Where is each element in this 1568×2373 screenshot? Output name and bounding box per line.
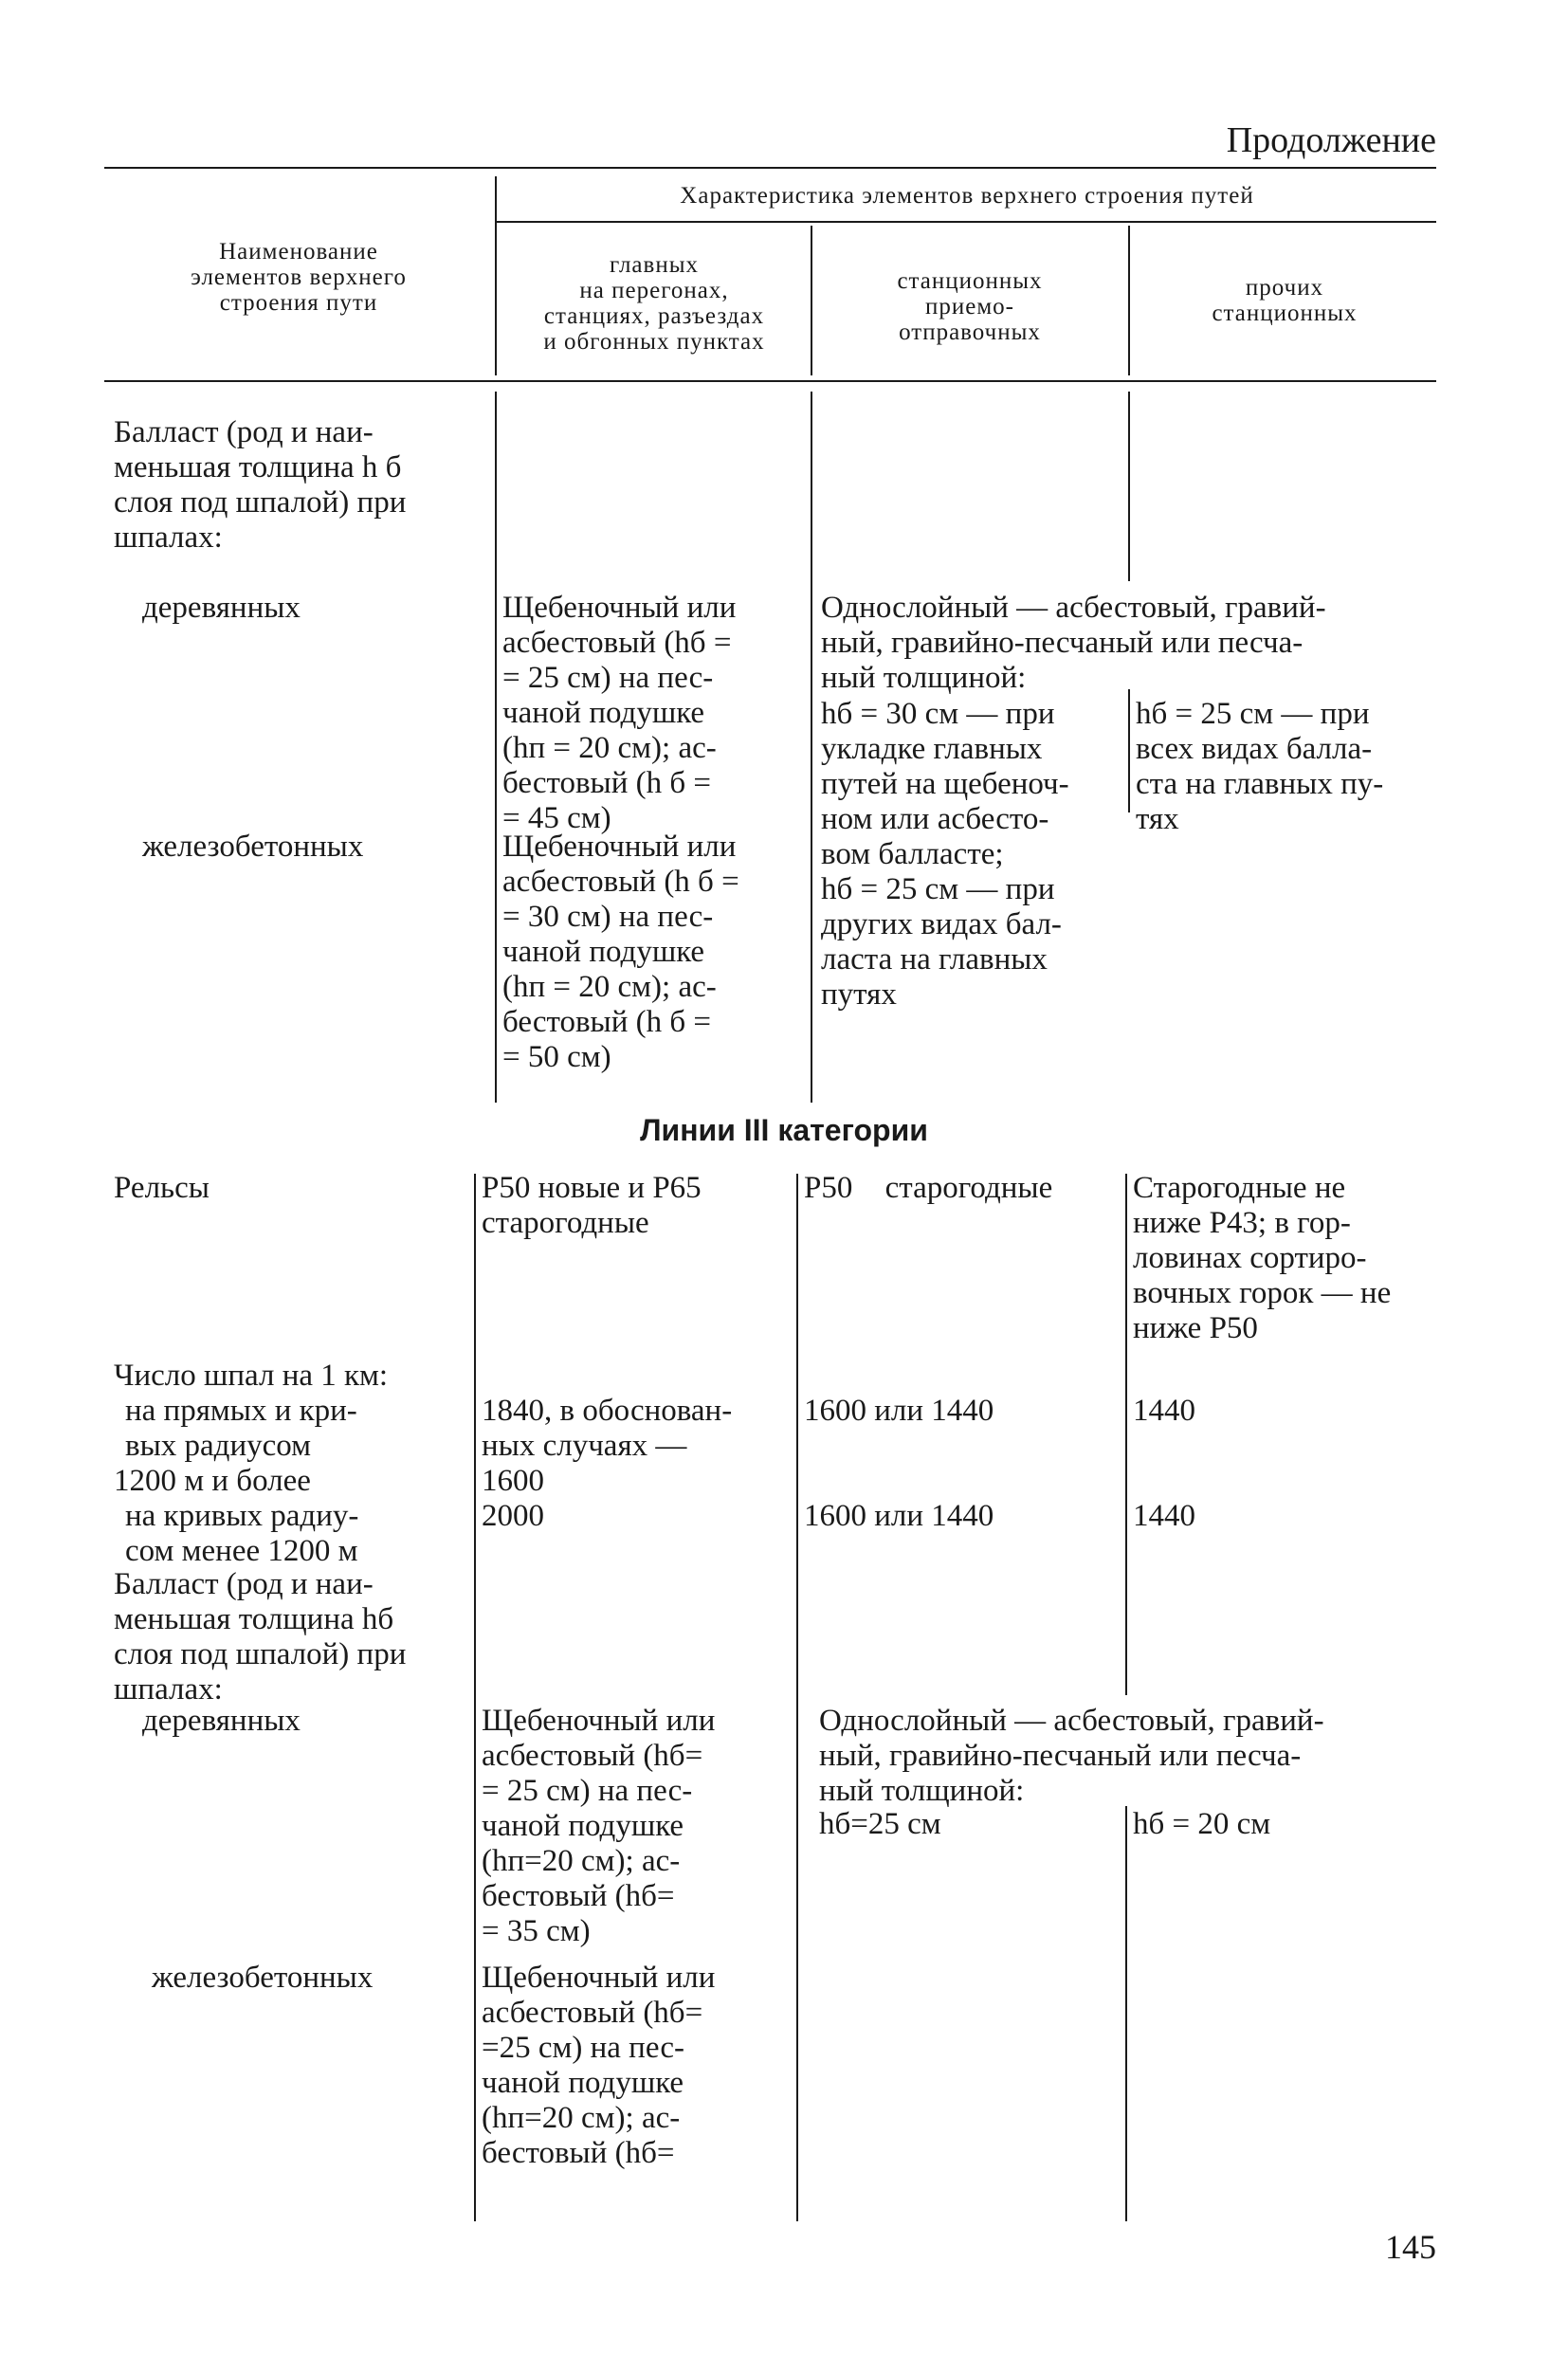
- body2-col-divider-3: [1125, 1174, 1127, 1695]
- concrete-label-2: железобетонных: [152, 1961, 374, 1995]
- header-col-main: главных на перегонах, станциях, разъездах и обгонных пунктах: [543, 252, 765, 355]
- rails-label: Рельсы: [114, 1171, 210, 1205]
- rails-station: Р50 старогодные: [804, 1171, 1053, 1205]
- ballast-span-text-1: Однослойный — асбестовый, гравий- ный, гравийно-песчаный или песча- ный толщиной:: [821, 591, 1326, 695]
- header-group-title: Характеристика элементов верхнего строения путей: [680, 183, 1254, 209]
- main-wooden-2: Щебеночный или асбестовый (hб= = 25 см) на пес- чаной подушке (hп=20 см); ас- бестовый (hб= = 35 см): [482, 1704, 716, 1948]
- header-col-divider-3: [1128, 226, 1130, 375]
- sleepers-label: Число шпал на 1 км: на прямых и кри- вых радиусом 1200 м и более на кривых радиу- сом менее 1200 м: [114, 1359, 389, 1568]
- header-col-divider-2: [811, 226, 812, 375]
- sleepers-other-2: 1440: [1133, 1499, 1195, 1533]
- header-col-station: станционных приемо- отправочных: [897, 268, 1043, 345]
- main-wooden-1: Щебеночный или асбестовый (hб = = 25 см) на пес- чаной подушке (hп = 20 см); ас- бестовый (h б = = 45 см): [502, 591, 737, 835]
- other-text-2: hб = 20 см: [1133, 1807, 1271, 1841]
- sleepers-station-1: 1600 или 1440: [804, 1394, 994, 1428]
- concrete-label-1: железобетонных: [142, 830, 364, 864]
- page-number: 145: [1385, 2228, 1436, 2266]
- section-title: Линии III категории: [640, 1113, 928, 1147]
- sleepers-other-1: 1440: [1133, 1394, 1195, 1428]
- ballast-label-1: Балласт (род и наи- меньшая толщина h б слоя под шпалой) при шпалах:: [114, 415, 407, 555]
- header-bottom-rule: [104, 380, 1436, 382]
- header-group-rule: [495, 221, 1436, 223]
- body1-col-divider-3: [1128, 392, 1130, 581]
- sleepers-main-2: 2000: [482, 1499, 544, 1533]
- body2-col-divider-2: [796, 1174, 798, 2221]
- body1-col-divider-1: [495, 392, 497, 1103]
- station-text-1: hб = 30 см — при укладке главных путей на щебеноч- ном или асбесто- вом балласте; hб = 25 см — при других видах бал- ласта на главных путях: [821, 697, 1069, 1012]
- wooden-label-2: деревянных: [142, 1704, 301, 1738]
- continuation-label: Продолжение: [1226, 120, 1436, 160]
- sleepers-main-1: 1840, в обоснован- ных случаях — 1600: [482, 1394, 733, 1498]
- main-concrete-1: Щебеночный или асбестовый (h б = = 30 см) на пес- чаной подушке (hп = 20 см); ас- бестовый (h б = = 50 см): [502, 830, 739, 1074]
- ballast-label-2: Балласт (род и наи- меньшая толщина hб слоя под шпалой) при шпалах:: [114, 1567, 407, 1707]
- header-col-divider-1: [495, 176, 497, 375]
- rails-main: Р50 новые и Р65 старогодные: [482, 1171, 702, 1240]
- other-text-1: hб = 25 см — при всех видах балла- ста на главных пу- тях: [1136, 697, 1384, 836]
- body2-col-divider-3b: [1125, 1806, 1127, 2221]
- body1-col-divider-3b: [1128, 689, 1130, 812]
- station-text-2: hб=25 см: [819, 1807, 941, 1841]
- ballast-span-text-2: Однослойный — асбестовый, гравий- ный, гравийно-песчаный или песча- ный толщиной:: [819, 1704, 1324, 1808]
- wooden-label-1: деревянных: [142, 591, 301, 625]
- body2-col-divider-1: [474, 1174, 476, 2221]
- header-col-other: прочих станционных: [1212, 275, 1358, 326]
- body1-col-divider-2: [811, 392, 812, 1103]
- header-top-rule: [104, 167, 1436, 169]
- sleepers-station-2: 1600 или 1440: [804, 1499, 994, 1533]
- header-col-name: Наименование элементов верхнего строения пути: [191, 239, 407, 316]
- main-concrete-2: Щебеночный или асбестовый (hб= =25 см) на пес- чаной подушке (hп=20 см); ас- бестовый (hб=: [482, 1961, 716, 2170]
- rails-other: Старогодные не ниже Р43; в гор- ловинах сортиро- вочных горок — не ниже Р50: [1133, 1171, 1392, 1345]
